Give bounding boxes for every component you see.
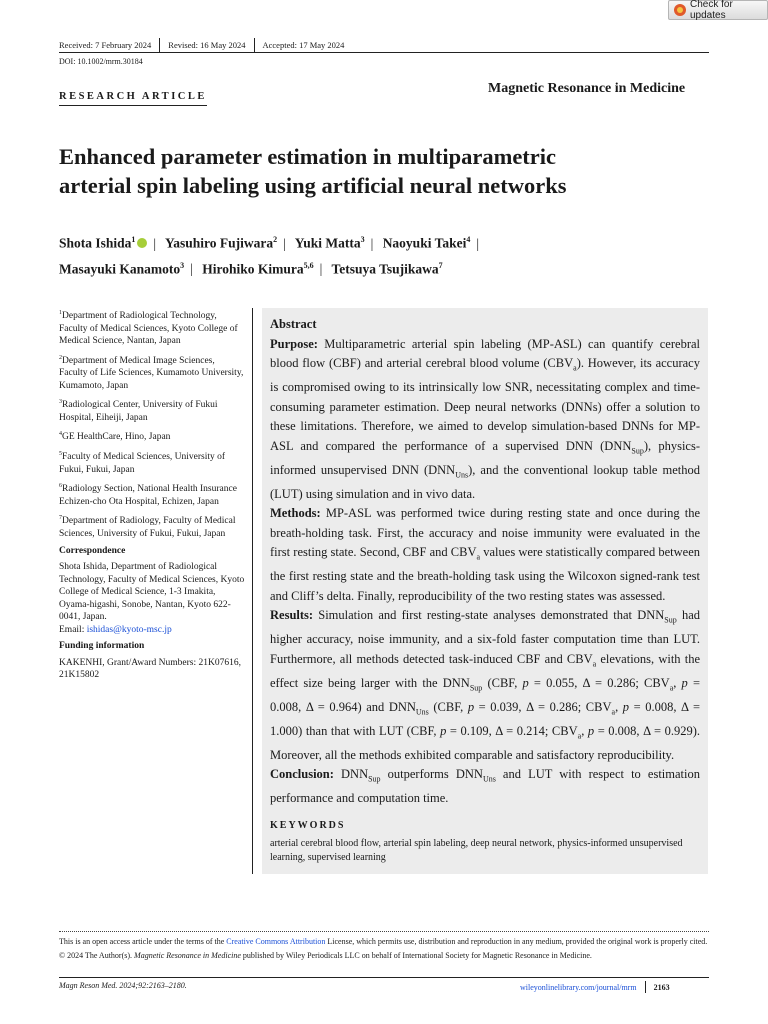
citation: Magn Reson Med. 2024;92:2163–2180.	[59, 981, 187, 990]
header-rule	[59, 52, 709, 53]
affiliations	[59, 307, 245, 686]
funding-heading: Funding information	[59, 641, 145, 652]
abstract-conclusion: Conclusion: $DNN_{Sup}$ outperforms $DNN_{Uns}$ and LUT with respect to estimation performance and computation time.	[270, 767, 700, 805]
accepted-date: Accepted: 17 May 2024	[262, 40, 345, 50]
author-list: Shota Ishida$^1$ | Yasuhiro Fujiwara$^2$ | Yuki Matta$^3$ | Naoyuki Takei$^4$ | Masayuki Kanamoto$^3$ | Hirohiko Kimura$^{5,6}$ | Tetsuya Tsujikawa$^7$	[59, 235, 480, 276]
footer-rule	[59, 977, 709, 978]
affiliation: $^3$Radiological Center, University of Fukui Hospital, Eiheiji, Japan	[59, 399, 218, 423]
affiliation: $^6$Radiology Section, National Health Insurance Echizen-cho Ota Hospital, Echizen, Japan	[59, 483, 237, 507]
keywords-text: arterial cerebral blood flow, arterial spin labeling, deep neural network, physics-informed unsupervised learning, supervised learning	[270, 838, 683, 863]
footnote-divider	[59, 931, 709, 932]
abstract-purpose: Purpose: Multiparametric arterial spin labeling (MP-ASL) can quantify cerebral blood flow (CBF) and arterial cerebral blood volume $(CBV_a)$. However, its accuracy is compromised owing to its intrinsically low SNR, necessitating complex and time-consuming parameter estimation. Deep neural networks (DNNs) offer a solution to these limitations. Therefore, we aimed to develop simulation-based DNNs for MP-ASL and compared the performance of a supervised DNN $(DNN_{Sup})$, physics-informed unsupervised DNN $(DNN_{Uns})$, and the conventional lookup table method (LUT) using simulation and in vivo data.	[270, 336, 701, 501]
check-for-updates-button[interactable]	[668, 0, 768, 20]
article-dates	[59, 38, 344, 52]
keywords-heading: KEYWORDS	[270, 820, 346, 831]
funding-text: KAKENHI, Grant/Award Numbers: 21K07616, 21K15802	[59, 657, 241, 681]
author-name[interactable]: Hirohiko Kimura	[202, 261, 304, 276]
doi[interactable]: DOI: 10.1002/mrm.30184	[59, 57, 143, 66]
title-line-1: Enhanced parameter estimation in multiparametric	[59, 144, 557, 169]
footer-right	[520, 981, 670, 993]
correspondence-heading: Correspondence	[59, 545, 126, 556]
author-name[interactable]: Masayuki Kanamoto	[59, 261, 181, 276]
author-name[interactable]: Shota Ishida	[59, 235, 132, 251]
check-for-updates-label: Check for updates	[690, 0, 733, 21]
affiliation: $^5$Faculty of Medical Sciences, University of Fukui, Fukui, Japan	[59, 451, 226, 475]
crossmark-icon	[674, 4, 686, 16]
page-number: 2163	[653, 982, 670, 992]
abstract-heading: Abstract	[270, 317, 317, 331]
revised-date: Revised: 16 May 2024	[168, 40, 246, 50]
affiliation: $^7$Department of Radiology, Faculty of Medical Sciences, University of Fukui, Fukui, Japan	[59, 515, 236, 540]
journal-url-link[interactable]: wileyonlinelibrary.com/journal/mrm	[520, 982, 637, 992]
abstract-methods: Methods: MP-ASL was performed twice during resting state and once during the breath-holding task. First, the accuracy and noise immunity were evaluated in the first resting state. Second, CBF and $CBV_a$ values were statistically compared between the first resting state and the breath-holding task using the Wilcoxon signed-rank test and Cliff’s delta. Finally, reproducibility of the two resting states was assessed.	[270, 506, 701, 603]
title-line-2: arterial spin labeling using artificial neural networks	[59, 173, 567, 198]
author-name[interactable]: Naoyuki Takei	[382, 235, 467, 251]
orcid-icon[interactable]	[137, 238, 147, 248]
author-name[interactable]: Tetsuya Tsujikawa	[331, 261, 439, 276]
abstract-box	[262, 308, 708, 874]
email-link[interactable]: ishidas@kyoto-msc.jp	[86, 624, 172, 635]
affiliation: $^1$Department of Radiological Technology, Faculty of Medical Sciences, Kyoto College of Medical Science, Nantan, Japan	[59, 310, 238, 347]
author-name[interactable]: Yuki Matta	[294, 235, 361, 251]
author-name[interactable]: Yasuhiro Fujiwara	[165, 235, 274, 251]
abstract-divider	[252, 308, 253, 874]
abstract-results: Results: Simulation and first resting-state analyses demonstrated that $DNN_{Sup}$ had higher accuracy, noise immunity, and a six-fold faster computation time than LUT. Furthermore, all methods detected task-induced CBF and $CBV_a$ elevations, with the effect size being larger with the $DNN_{Sup}$ (CBF, p = 0.055, Δ = 0.286; $CBV_a$, p = 0.008, Δ = 0.964) and $DNN_{Uns}$ (CBF, p = 0.039, Δ = 0.286; $CBV_a$, p = 0.008, Δ = 1.000) than that with LUT (CBF, p = 0.109, Δ = 0.214; $CBV_a$, p = 0.008, Δ = 0.929). Moreover, all the methods exhibited comparable and satisfactory reproducibility.	[270, 608, 701, 762]
article-title	[59, 142, 709, 200]
affiliation: $^4$GE HealthCare, Hino, Japan	[59, 431, 171, 443]
cc-license-link[interactable]: Creative Commons Attribution	[226, 937, 326, 946]
affiliation: $^2$Department of Medical Image Sciences, Faculty of Life Sciences, Kumamoto University, Kumamoto, Japan	[59, 354, 244, 391]
received-date: Received: 7 February 2024	[59, 40, 152, 50]
license-notice: This is an open access article under the terms of the Creative Commons Attribution License, which permits use, distribution and reproduction in any medium, provided the original work is properly cited. © 2024 The Author(s). Magnetic Resonance in Medicine published by Wiley Periodicals LLC on behalf of International Society for Magnetic Resonance in Medicine.	[59, 937, 708, 960]
correspondence-text: Shota Ishida, Department of Radiological Technology, Faculty of Medical Sciences, Kyoto College of Medical Science, 1-3 Imakita, Oyama-higashi, Sonobe, Nantan, Kyoto 622-0041, Japan. Email: ishidas@kyoto-msc.jp	[59, 562, 245, 635]
article-category: RESEARCH ARTICLE	[59, 91, 207, 106]
journal-name: Magnetic Resonance in Medicine	[488, 81, 686, 96]
